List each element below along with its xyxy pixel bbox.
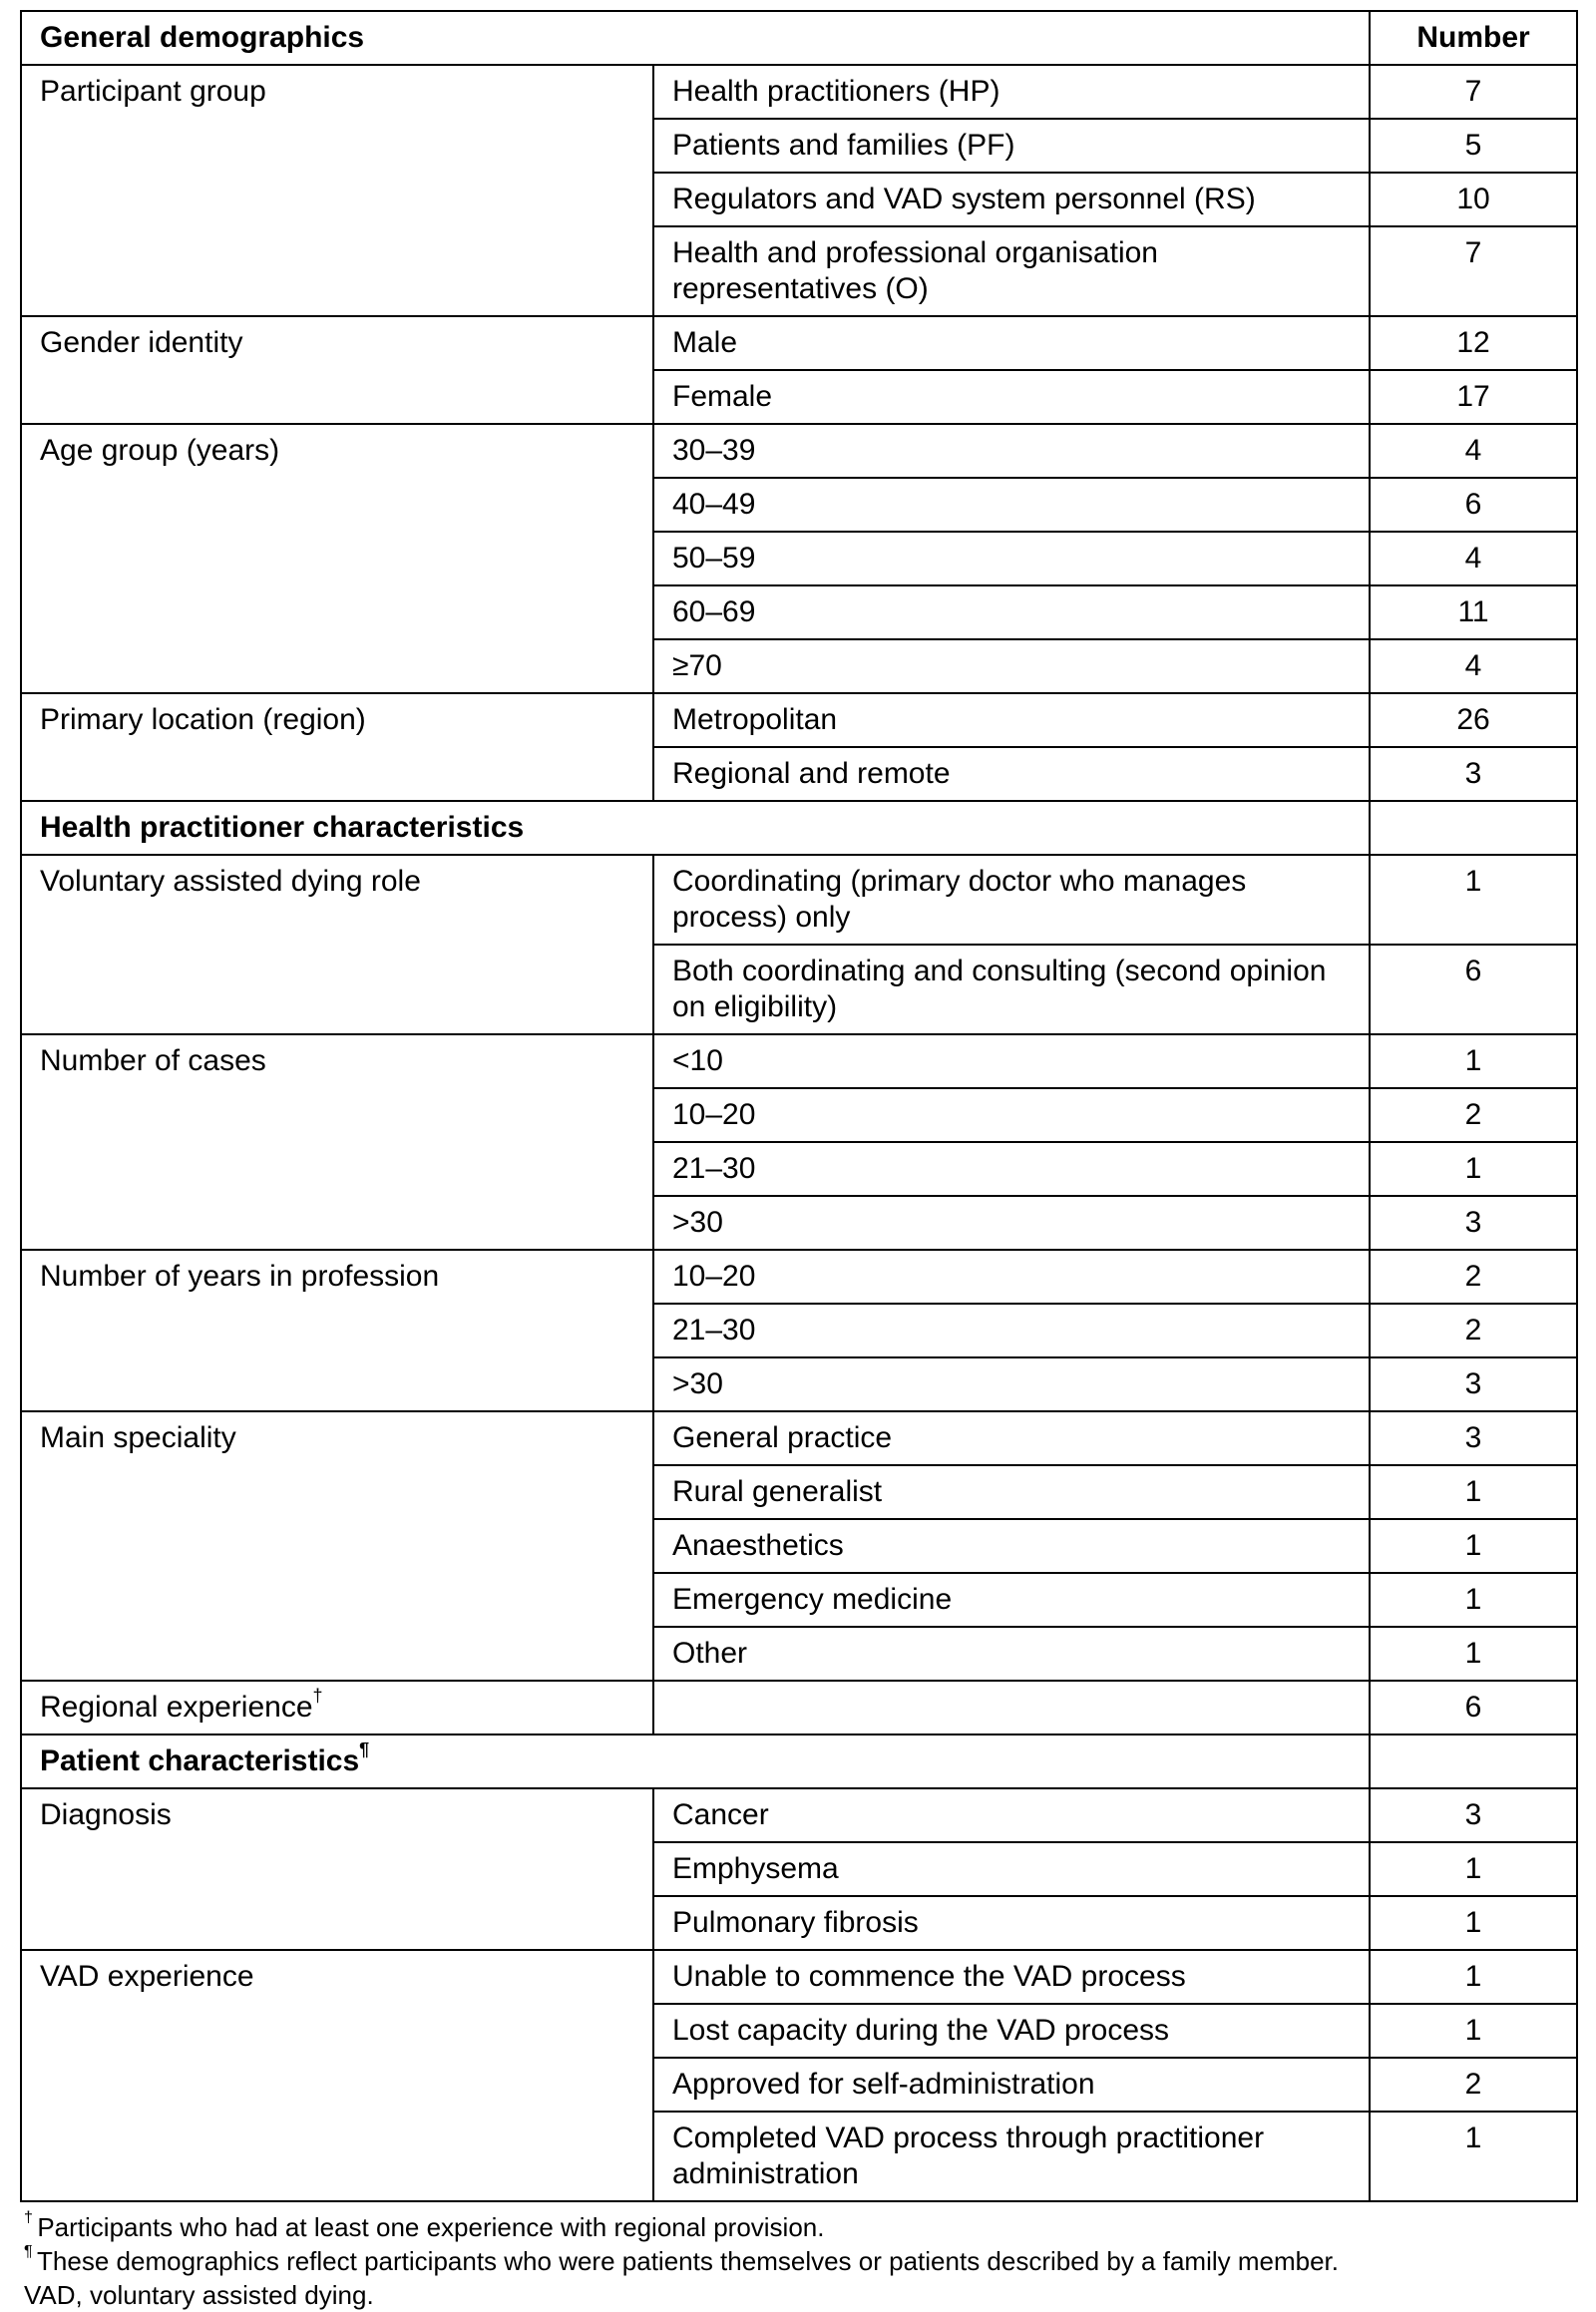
number-cell: 1 (1370, 2112, 1577, 2201)
category-cell: Patients and families (PF) (653, 119, 1370, 173)
table-row (21, 1250, 1577, 1304)
category-cell: 21–30 (653, 1304, 1370, 1357)
section-header-row (21, 801, 1577, 855)
group-label (21, 316, 653, 424)
group-label (21, 855, 653, 1034)
category-cell: Rural generalist (653, 1465, 1370, 1519)
table-row (21, 65, 1577, 119)
section-title (21, 1734, 1370, 1788)
footnote-text: VAD, voluntary assisted dying. (24, 2280, 374, 2310)
category-cell: Approved for self-administration (653, 2058, 1370, 2112)
group-label-text: Participant group (40, 75, 266, 108)
number-cell: 4 (1370, 532, 1577, 585)
number-cell: 1 (1370, 1519, 1577, 1573)
group-label-text: Number of years in profession (40, 1260, 440, 1293)
group-label-text: Number of cases (40, 1044, 266, 1077)
category-cell: 10–20 (653, 1088, 1370, 1142)
number-cell: 2 (1370, 1304, 1577, 1357)
number-cell: 4 (1370, 424, 1577, 478)
group-label-text: Voluntary assisted dying role (40, 865, 421, 898)
demographics-table-body (21, 11, 1577, 2201)
section-title (21, 801, 1370, 855)
category-cell: Both coordinating and consulting (second opinion on eligibility) (653, 945, 1370, 1034)
category-cell: <10 (653, 1034, 1370, 1088)
number-cell: 5 (1370, 119, 1577, 173)
number-cell: 26 (1370, 693, 1577, 747)
category-cell: Female (653, 370, 1370, 424)
group-label-text: Main speciality (40, 1421, 236, 1454)
category-cell: 60–69 (653, 585, 1370, 639)
number-cell: 2 (1370, 1250, 1577, 1304)
group-label (21, 1411, 653, 1681)
group-label (21, 1788, 653, 1950)
table-row (21, 1681, 1577, 1734)
group-label-text: Gender identity (40, 326, 243, 359)
number-column-header (1370, 1734, 1577, 1788)
category-cell: Health practitioners (HP) (653, 65, 1370, 119)
category-cell: Cancer (653, 1788, 1370, 1842)
number-cell: 6 (1370, 1681, 1577, 1734)
category-cell: Unable to commence the VAD process (653, 1950, 1370, 2004)
number-cell: 3 (1370, 747, 1577, 801)
number-cell: 1 (1370, 1034, 1577, 1088)
section-header-row (21, 1734, 1577, 1788)
group-label-text: Regional experience (40, 1691, 313, 1724)
footnote (24, 2278, 1576, 2312)
number-cell: 1 (1370, 855, 1577, 945)
number-cell: 6 (1370, 478, 1577, 532)
category-cell: Regional and remote (653, 747, 1370, 801)
category-cell: >30 (653, 1357, 1370, 1411)
category-cell: Emergency medicine (653, 1573, 1370, 1627)
category-cell: 30–39 (653, 424, 1370, 478)
number-cell: 11 (1370, 585, 1577, 639)
table-row (21, 316, 1577, 370)
footnote-text: Participants who had at least one experience with regional provision. (37, 2212, 825, 2242)
footnote (24, 2210, 1576, 2244)
table-row (21, 424, 1577, 478)
group-label (21, 1681, 653, 1734)
number-cell: 6 (1370, 945, 1577, 1034)
section-title-marker: ¶ (359, 1739, 370, 1759)
category-cell: Pulmonary fibrosis (653, 1896, 1370, 1950)
number-cell: 7 (1370, 65, 1577, 119)
number-cell: 1 (1370, 1573, 1577, 1627)
number-cell: 1 (1370, 1627, 1577, 1681)
demographics-table (20, 10, 1578, 2202)
category-cell: Completed VAD process through practitioner administration (653, 2112, 1370, 2201)
category-cell: Other (653, 1627, 1370, 1681)
table-row (21, 1411, 1577, 1465)
number-cell: 4 (1370, 639, 1577, 693)
category-cell: >30 (653, 1196, 1370, 1250)
number-cell: 1 (1370, 1950, 1577, 2004)
category-cell: Health and professional organisation representatives (O) (653, 226, 1370, 316)
demographics-document (20, 10, 1576, 2312)
category-cell (653, 1681, 1370, 1734)
table-row (21, 693, 1577, 747)
group-label (21, 1950, 653, 2201)
number-cell: 3 (1370, 1357, 1577, 1411)
category-cell: 10–20 (653, 1250, 1370, 1304)
category-cell: Regulators and VAD system personnel (RS) (653, 173, 1370, 226)
table-row (21, 1950, 1577, 2004)
group-label-text: Age group (years) (40, 434, 280, 467)
category-cell: General practice (653, 1411, 1370, 1465)
number-cell: 1 (1370, 1142, 1577, 1196)
section-header-row (21, 11, 1577, 65)
category-cell: Metropolitan (653, 693, 1370, 747)
number-column-header (1370, 801, 1577, 855)
category-cell: Coordinating (primary doctor who manages process) only (653, 855, 1370, 945)
section-title-text: Patient characteristics (40, 1744, 360, 1777)
number-cell: 17 (1370, 370, 1577, 424)
group-label-text: Primary location (region) (40, 703, 366, 736)
group-label (21, 424, 653, 693)
group-label (21, 1250, 653, 1411)
number-cell: 1 (1370, 2004, 1577, 2058)
group-label-text: VAD experience (40, 1960, 254, 1993)
number-cell: 3 (1370, 1788, 1577, 1842)
number-cell: 2 (1370, 1088, 1577, 1142)
table-row (21, 1034, 1577, 1088)
section-title (21, 11, 1370, 65)
category-cell: Lost capacity during the VAD process (653, 2004, 1370, 2058)
number-cell: 1 (1370, 1896, 1577, 1950)
footnote-marker: † (24, 2209, 38, 2227)
group-label-marker: † (312, 1686, 323, 1706)
table-footnotes (20, 2210, 1576, 2312)
number-cell: 3 (1370, 1196, 1577, 1250)
group-label (21, 65, 653, 316)
number-cell: 10 (1370, 173, 1577, 226)
footnote-marker: ¶ (24, 2243, 38, 2261)
section-title-text: General demographics (40, 21, 365, 54)
group-label (21, 1034, 653, 1250)
footnote (24, 2244, 1576, 2278)
group-label (21, 693, 653, 801)
category-cell: ≥70 (653, 639, 1370, 693)
number-cell: 2 (1370, 2058, 1577, 2112)
category-cell: Emphysema (653, 1842, 1370, 1896)
number-cell: 7 (1370, 226, 1577, 316)
number-cell: 1 (1370, 1465, 1577, 1519)
number-cell: 1 (1370, 1842, 1577, 1896)
footnote-text: These demographics reflect participants who were patients themselves or patients described by a family member. (37, 2246, 1339, 2276)
category-cell: Male (653, 316, 1370, 370)
category-cell: 21–30 (653, 1142, 1370, 1196)
number-cell: 3 (1370, 1411, 1577, 1465)
number-column-header: Number (1370, 11, 1577, 65)
section-title-text: Health practitioner characteristics (40, 811, 525, 844)
table-row (21, 855, 1577, 945)
group-label-text: Diagnosis (40, 1798, 172, 1831)
category-cell: 50–59 (653, 532, 1370, 585)
category-cell: Anaesthetics (653, 1519, 1370, 1573)
table-row (21, 1788, 1577, 1842)
category-cell: 40–49 (653, 478, 1370, 532)
number-cell: 12 (1370, 316, 1577, 370)
